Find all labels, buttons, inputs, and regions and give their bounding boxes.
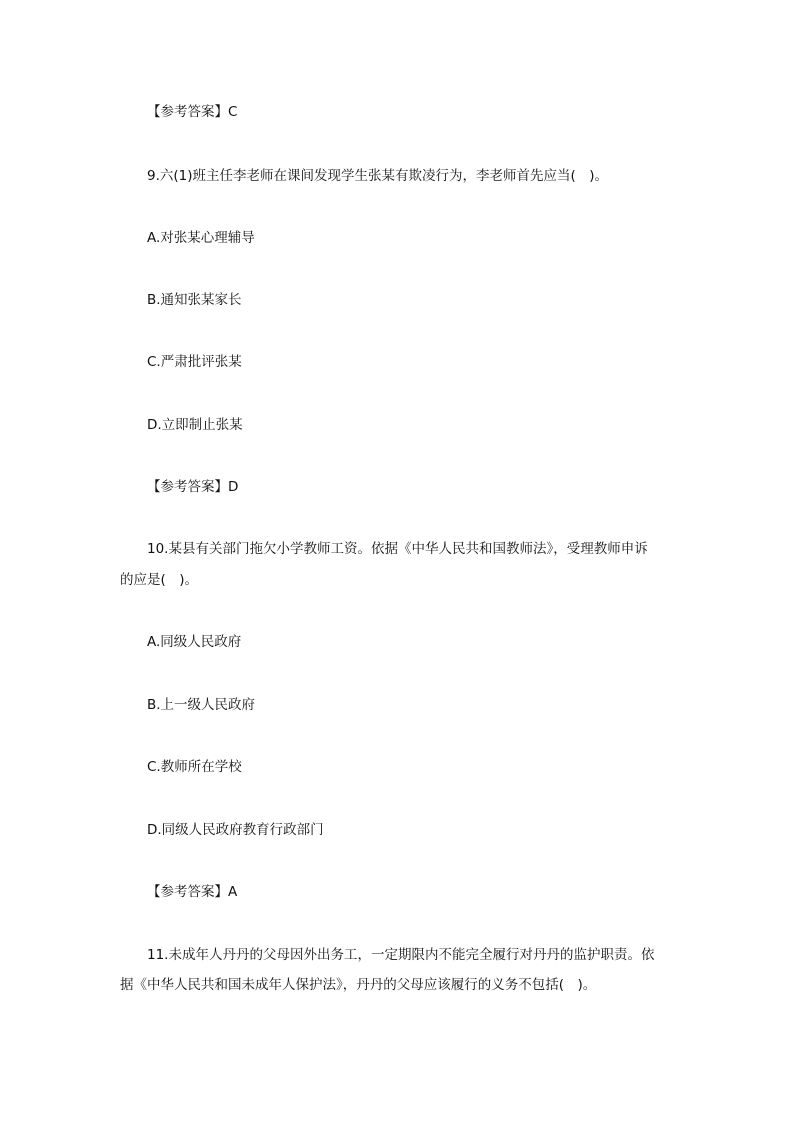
question-10-option-d: D.同级人民政府教育行政部门: [147, 822, 324, 838]
question-10-option-b: B.上一级人民政府: [147, 697, 256, 713]
question-9-option-c: C.严肃批评张某: [147, 354, 242, 370]
question-11-stem-line2: 据《中华人民共和国未成年人保护法》，丹丹的父母应该履行的义务不包括( )。: [120, 977, 597, 993]
question-10-option-a: A.同级人民政府: [147, 634, 242, 650]
question-10-option-c: C.教师所在学校: [147, 759, 242, 775]
question-9-stem: 9.六(1)班主任李老师在课间发现学生张某有欺凌行为，李老师首先应当( )。: [147, 168, 609, 184]
question-10-answer: 【参考答案】A: [147, 884, 238, 900]
question-9-option-b: B.通知张某家长: [147, 292, 242, 308]
question-9-option-a: A.对张某心理辅导: [147, 230, 255, 246]
question-9-answer: 【参考答案】D: [147, 479, 239, 495]
question-9-option-d: D.立即制止张某: [147, 417, 243, 433]
question-10-stem-line2: 的应是( )。: [120, 572, 199, 588]
answer-key: 【参考答案】C: [147, 104, 238, 120]
question-10-stem-line1: 10.某县有关部门拖欠小学教师工资。依据《中华人民共和国教师法》，受理教师申诉: [147, 541, 648, 557]
question-11-stem-line1: 11.未成年人丹丹的父母因外出务工，一定期限内不能完全履行对丹丹的监护职责。依: [147, 947, 655, 963]
